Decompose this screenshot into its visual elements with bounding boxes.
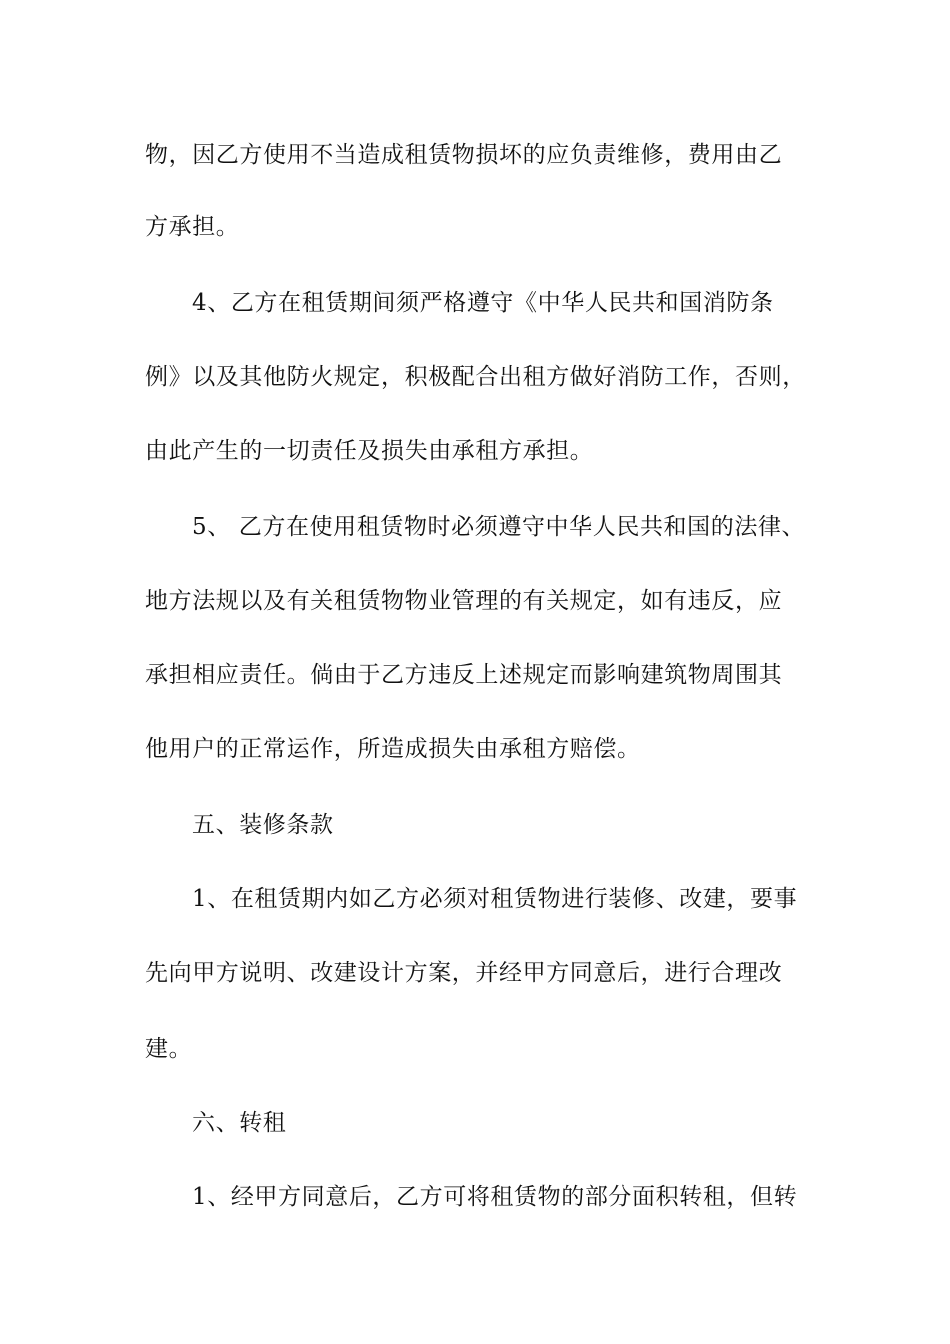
paragraph-5-start: 5、 乙方在使用租赁物时必须遵守中华人民共和国的法律、 [192,514,806,540]
text-line: 他用户的正常运作，所造成损失由承租方赔偿。 [145,736,641,762]
text-line: 承担相应责任。倘由于乙方违反上述规定而影响建筑物周围其 [145,662,783,688]
text-line: 由此产生的一切责任及损失由承租方承担。 [145,438,594,464]
text-line: 方承担。 [145,214,240,240]
paragraph-4-start: 4、乙方在租赁期间须严格遵守《中华人民共和国消防条 [192,290,774,316]
paragraph-1-start: 1、经甲方同意后，乙方可将租赁物的部分面积转租，但转 [192,1184,798,1210]
text-line: 先向甲方说明、改建设计方案，并经甲方同意后，进行合理改 [145,960,783,986]
text-line: 地方法规以及有关租赁物物业管理的有关规定，如有违反，应 [145,588,783,614]
section-heading-sublease: 六、转租 [192,1110,287,1136]
text-line: 例》以及其他防火规定，积极配合出租方做好消防工作，否则， [145,364,806,390]
paragraph-1-start: 1、在租赁期内如乙方必须对租赁物进行装修、改建，要事 [192,886,798,912]
text-line: 物，因乙方使用不当造成租赁物损坏的应负责维修，费用由乙 [145,142,783,168]
text-line: 建。 [145,1036,193,1062]
section-heading-renovation: 五、装修条款 [192,812,334,838]
